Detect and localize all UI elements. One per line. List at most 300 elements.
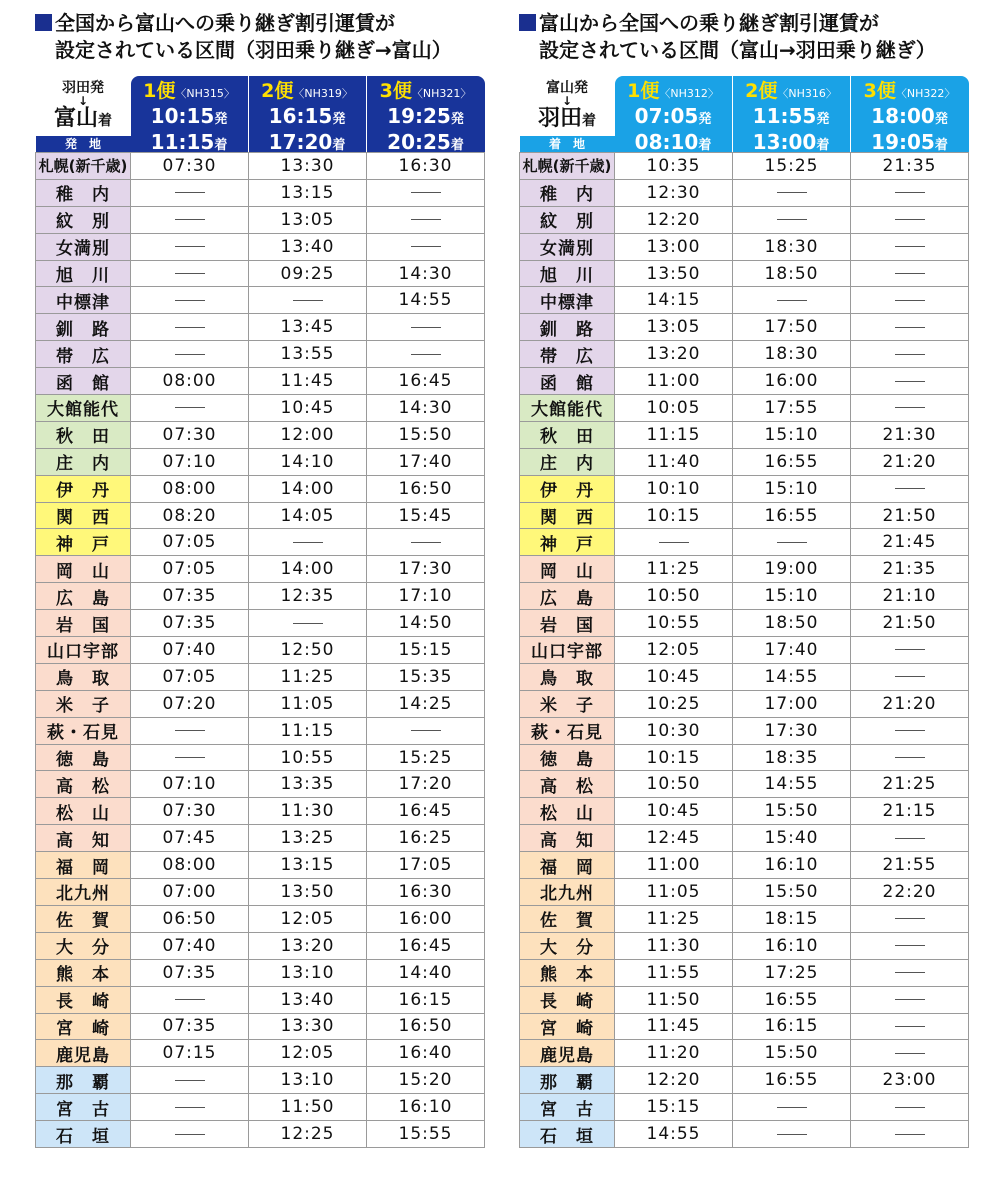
no-connection-cell bbox=[733, 529, 851, 556]
station-name: 釧 路 bbox=[520, 314, 615, 341]
table-row bbox=[520, 502, 969, 529]
no-connection-cell bbox=[851, 932, 969, 959]
table-row bbox=[36, 771, 485, 798]
time-cell: 06:50 bbox=[131, 905, 249, 932]
table-row bbox=[36, 179, 485, 206]
left-flight-2-header: 2便〈NH319〉 16:15発 17:20着 bbox=[249, 76, 367, 153]
station-name: 神 戸 bbox=[36, 529, 131, 556]
time-cell: 10:55 bbox=[615, 610, 733, 637]
time-cell: 13:55 bbox=[249, 341, 367, 368]
station-name: 稚 内 bbox=[520, 179, 615, 206]
station-name: 大 分 bbox=[36, 932, 131, 959]
dash-icon bbox=[411, 327, 441, 328]
table-row bbox=[520, 368, 969, 395]
dash-icon bbox=[175, 327, 205, 328]
time-cell: 09:25 bbox=[249, 260, 367, 287]
station-name: 帯 広 bbox=[520, 341, 615, 368]
dash-icon bbox=[175, 219, 205, 220]
table-row bbox=[520, 959, 969, 986]
time-cell: 15:10 bbox=[733, 421, 851, 448]
time-cell: 13:00 bbox=[615, 233, 733, 260]
table-row bbox=[36, 959, 485, 986]
time-cell: 17:50 bbox=[733, 314, 851, 341]
time-cell: 11:20 bbox=[615, 1040, 733, 1067]
time-cell: 11:25 bbox=[615, 905, 733, 932]
time-cell: 15:45 bbox=[367, 502, 485, 529]
time-cell: 14:55 bbox=[367, 287, 485, 314]
time-cell: 16:00 bbox=[367, 905, 485, 932]
no-connection-cell bbox=[851, 1121, 969, 1148]
time-cell: 13:15 bbox=[249, 179, 367, 206]
station-name: 女満別 bbox=[36, 233, 131, 260]
station-name: 札幌(新千歳) bbox=[36, 153, 131, 180]
time-cell: 16:15 bbox=[367, 986, 485, 1013]
dash-icon bbox=[895, 676, 925, 677]
table-row bbox=[520, 610, 969, 637]
time-cell: 07:20 bbox=[131, 690, 249, 717]
dash-icon bbox=[293, 623, 323, 624]
time-cell: 10:25 bbox=[615, 690, 733, 717]
table-row bbox=[520, 260, 969, 287]
station-name: 中標津 bbox=[520, 287, 615, 314]
station-name: 帯 広 bbox=[36, 341, 131, 368]
table-row bbox=[36, 1040, 485, 1067]
time-cell: 13:20 bbox=[249, 932, 367, 959]
time-cell: 12:05 bbox=[249, 905, 367, 932]
time-cell: 07:30 bbox=[131, 153, 249, 180]
time-cell: 16:25 bbox=[367, 825, 485, 852]
station-name: 伊 丹 bbox=[36, 475, 131, 502]
time-cell: 12:45 bbox=[615, 825, 733, 852]
station-name: 中標津 bbox=[36, 287, 131, 314]
time-cell: 15:50 bbox=[733, 1040, 851, 1067]
station-name: 萩・石見 bbox=[520, 717, 615, 744]
time-cell: 15:50 bbox=[367, 421, 485, 448]
no-connection-cell bbox=[851, 179, 969, 206]
time-cell: 11:15 bbox=[249, 717, 367, 744]
dash-icon bbox=[895, 300, 925, 301]
station-name: 関 西 bbox=[36, 502, 131, 529]
table-row bbox=[36, 529, 485, 556]
time-cell: 17:00 bbox=[733, 690, 851, 717]
no-connection-cell bbox=[131, 1094, 249, 1121]
station-name: 石 垣 bbox=[36, 1121, 131, 1148]
time-cell: 11:45 bbox=[249, 368, 367, 395]
station-name: 広 島 bbox=[36, 583, 131, 610]
dash-icon bbox=[659, 542, 689, 543]
station-name: 北九州 bbox=[36, 879, 131, 906]
time-cell: 10:15 bbox=[615, 744, 733, 771]
table-row bbox=[36, 153, 485, 180]
destination-band: 着 地 bbox=[520, 136, 615, 152]
table-row bbox=[520, 986, 969, 1013]
dash-icon bbox=[895, 354, 925, 355]
table-row bbox=[36, 395, 485, 422]
station-name: 神 戸 bbox=[520, 529, 615, 556]
no-connection-cell bbox=[367, 717, 485, 744]
dash-icon bbox=[895, 999, 925, 1000]
time-cell: 15:10 bbox=[733, 475, 851, 502]
time-cell: 16:30 bbox=[367, 879, 485, 906]
dash-icon bbox=[777, 542, 807, 543]
time-cell: 21:30 bbox=[851, 421, 969, 448]
dash-icon bbox=[411, 192, 441, 193]
time-cell: 16:10 bbox=[733, 932, 851, 959]
no-connection-cell bbox=[131, 986, 249, 1013]
dash-icon bbox=[175, 192, 205, 193]
time-cell: 15:15 bbox=[615, 1094, 733, 1121]
dash-icon bbox=[777, 192, 807, 193]
table-row bbox=[520, 932, 969, 959]
time-cell: 15:40 bbox=[733, 825, 851, 852]
table-row bbox=[36, 341, 485, 368]
no-connection-cell bbox=[851, 206, 969, 233]
dash-icon bbox=[895, 246, 925, 247]
table-row bbox=[520, 421, 969, 448]
table-row bbox=[36, 1121, 485, 1148]
time-cell: 18:15 bbox=[733, 905, 851, 932]
station-name: 米 子 bbox=[520, 690, 615, 717]
dash-icon bbox=[895, 1026, 925, 1027]
table-row bbox=[520, 206, 969, 233]
time-cell: 12:20 bbox=[615, 206, 733, 233]
dash-icon bbox=[895, 1107, 925, 1108]
time-cell: 15:35 bbox=[367, 663, 485, 690]
no-connection-cell bbox=[249, 610, 367, 637]
time-cell: 08:00 bbox=[131, 368, 249, 395]
table-row bbox=[520, 663, 969, 690]
table-row bbox=[520, 771, 969, 798]
station-name: 佐 賀 bbox=[520, 905, 615, 932]
no-connection-cell bbox=[249, 529, 367, 556]
square-bullet-icon bbox=[35, 14, 52, 31]
time-cell: 17:30 bbox=[367, 556, 485, 583]
time-cell: 07:35 bbox=[131, 959, 249, 986]
time-cell: 13:30 bbox=[249, 1013, 367, 1040]
left-flight-1-header: 1便〈NH315〉 10:15発 11:15着 bbox=[131, 76, 249, 153]
time-cell: 14:05 bbox=[249, 502, 367, 529]
time-cell: 10:10 bbox=[615, 475, 733, 502]
no-connection-cell bbox=[851, 959, 969, 986]
station-name: 秋 田 bbox=[520, 421, 615, 448]
time-cell: 16:50 bbox=[367, 1013, 485, 1040]
table-row bbox=[520, 690, 969, 717]
time-cell: 10:05 bbox=[615, 395, 733, 422]
table-row bbox=[36, 314, 485, 341]
station-name: 庄 内 bbox=[520, 448, 615, 475]
time-cell: 14:00 bbox=[249, 556, 367, 583]
table-row bbox=[36, 1094, 485, 1121]
no-connection-cell bbox=[131, 744, 249, 771]
time-cell: 16:55 bbox=[733, 986, 851, 1013]
table-row bbox=[36, 1013, 485, 1040]
dash-icon bbox=[175, 1107, 205, 1108]
no-connection-cell bbox=[733, 1121, 851, 1148]
time-cell: 10:45 bbox=[615, 798, 733, 825]
dash-icon bbox=[895, 192, 925, 193]
table-row bbox=[36, 260, 485, 287]
time-cell: 07:15 bbox=[131, 1040, 249, 1067]
table-row bbox=[36, 905, 485, 932]
station-name: 鳥 取 bbox=[36, 663, 131, 690]
table-row bbox=[36, 879, 485, 906]
right-corner-header: 富山発 ↓ 羽田着 着 地 bbox=[520, 76, 615, 152]
time-cell: 12:30 bbox=[615, 179, 733, 206]
table-row bbox=[36, 502, 485, 529]
dash-icon bbox=[895, 838, 925, 839]
no-connection-cell bbox=[851, 1094, 969, 1121]
station-name: 庄 内 bbox=[36, 448, 131, 475]
time-cell: 23:00 bbox=[851, 1067, 969, 1094]
left-timetable bbox=[35, 76, 485, 1148]
dash-icon bbox=[895, 488, 925, 489]
time-cell: 10:45 bbox=[249, 395, 367, 422]
station-name: 長 崎 bbox=[36, 986, 131, 1013]
station-name: 旭 川 bbox=[36, 260, 131, 287]
no-connection-cell bbox=[615, 529, 733, 556]
table-row bbox=[36, 637, 485, 664]
time-cell: 10:50 bbox=[615, 583, 733, 610]
station-name: 高 知 bbox=[520, 825, 615, 852]
table-row bbox=[520, 341, 969, 368]
table-row bbox=[520, 475, 969, 502]
station-name: 岩 国 bbox=[520, 610, 615, 637]
no-connection-cell bbox=[131, 314, 249, 341]
time-cell: 16:45 bbox=[367, 798, 485, 825]
no-connection-cell bbox=[131, 717, 249, 744]
no-connection-cell bbox=[367, 341, 485, 368]
dash-icon bbox=[411, 354, 441, 355]
left-panel bbox=[35, 0, 485, 1148]
time-cell: 12:00 bbox=[249, 421, 367, 448]
time-cell: 11:50 bbox=[615, 986, 733, 1013]
time-cell: 11:55 bbox=[615, 959, 733, 986]
time-cell: 16:45 bbox=[367, 932, 485, 959]
table-row bbox=[36, 717, 485, 744]
time-cell: 16:55 bbox=[733, 502, 851, 529]
dash-icon bbox=[411, 246, 441, 247]
time-cell: 15:50 bbox=[733, 879, 851, 906]
station-name: 旭 川 bbox=[520, 260, 615, 287]
time-cell: 14:55 bbox=[733, 663, 851, 690]
time-cell: 14:55 bbox=[733, 771, 851, 798]
down-arrow-icon: ↓ bbox=[561, 94, 573, 108]
time-cell: 11:45 bbox=[615, 1013, 733, 1040]
time-cell: 17:20 bbox=[367, 771, 485, 798]
no-connection-cell bbox=[851, 1040, 969, 1067]
time-cell: 12:05 bbox=[615, 637, 733, 664]
dash-icon bbox=[175, 300, 205, 301]
table-row bbox=[520, 448, 969, 475]
table-row bbox=[520, 287, 969, 314]
time-cell: 11:25 bbox=[615, 556, 733, 583]
dash-icon bbox=[895, 730, 925, 731]
table-row bbox=[520, 529, 969, 556]
time-cell: 16:10 bbox=[733, 852, 851, 879]
station-name: 稚 内 bbox=[36, 179, 131, 206]
station-name: 大館能代 bbox=[36, 395, 131, 422]
dash-icon bbox=[895, 972, 925, 973]
table-row bbox=[520, 1094, 969, 1121]
time-cell: 13:35 bbox=[249, 771, 367, 798]
table-row bbox=[36, 233, 485, 260]
station-name: 宮 古 bbox=[36, 1094, 131, 1121]
time-cell: 13:40 bbox=[249, 986, 367, 1013]
station-name: 鳥 取 bbox=[520, 663, 615, 690]
dash-icon bbox=[175, 407, 205, 408]
time-cell: 11:50 bbox=[249, 1094, 367, 1121]
dash-icon bbox=[175, 354, 205, 355]
no-connection-cell bbox=[851, 637, 969, 664]
no-connection-cell bbox=[851, 744, 969, 771]
square-bullet-icon bbox=[519, 14, 536, 31]
table-row bbox=[520, 179, 969, 206]
table-row bbox=[520, 314, 969, 341]
station-name: 長 崎 bbox=[520, 986, 615, 1013]
dash-icon bbox=[175, 246, 205, 247]
time-cell: 17:05 bbox=[367, 852, 485, 879]
station-name: 佐 賀 bbox=[36, 905, 131, 932]
station-name: 大館能代 bbox=[520, 395, 615, 422]
time-cell: 08:00 bbox=[131, 475, 249, 502]
no-connection-cell bbox=[733, 179, 851, 206]
station-name: 米 子 bbox=[36, 690, 131, 717]
table-row bbox=[520, 233, 969, 260]
time-cell: 11:30 bbox=[249, 798, 367, 825]
station-name: 岩 国 bbox=[36, 610, 131, 637]
right-panel bbox=[519, 0, 969, 1148]
time-cell: 14:30 bbox=[367, 395, 485, 422]
station-name: 那 覇 bbox=[36, 1067, 131, 1094]
table-row bbox=[520, 556, 969, 583]
dash-icon bbox=[895, 918, 925, 919]
station-name: 高 知 bbox=[36, 825, 131, 852]
time-cell: 17:10 bbox=[367, 583, 485, 610]
station-name: 徳 島 bbox=[520, 744, 615, 771]
station-name: 徳 島 bbox=[36, 744, 131, 771]
time-cell: 07:05 bbox=[131, 556, 249, 583]
table-row bbox=[520, 717, 969, 744]
time-cell: 16:45 bbox=[367, 368, 485, 395]
station-name: 福 岡 bbox=[520, 852, 615, 879]
no-connection-cell bbox=[851, 717, 969, 744]
time-cell: 07:05 bbox=[131, 663, 249, 690]
time-cell: 13:30 bbox=[249, 153, 367, 180]
time-cell: 07:00 bbox=[131, 879, 249, 906]
station-name: 紋 別 bbox=[36, 206, 131, 233]
no-connection-cell bbox=[851, 475, 969, 502]
no-connection-cell bbox=[131, 341, 249, 368]
table-row bbox=[520, 1121, 969, 1148]
no-connection-cell bbox=[367, 314, 485, 341]
time-cell: 11:25 bbox=[249, 663, 367, 690]
time-cell: 21:55 bbox=[851, 852, 969, 879]
time-cell: 21:50 bbox=[851, 610, 969, 637]
dash-icon bbox=[895, 1053, 925, 1054]
time-cell: 07:30 bbox=[131, 421, 249, 448]
dash-icon bbox=[895, 327, 925, 328]
no-connection-cell bbox=[131, 233, 249, 260]
down-arrow-icon: ↓ bbox=[77, 94, 89, 108]
station-name: 松 山 bbox=[36, 798, 131, 825]
no-connection-cell bbox=[851, 287, 969, 314]
dash-icon bbox=[895, 757, 925, 758]
time-cell: 16:50 bbox=[367, 475, 485, 502]
time-cell: 15:50 bbox=[733, 798, 851, 825]
table-row bbox=[36, 690, 485, 717]
no-connection-cell bbox=[851, 395, 969, 422]
table-row bbox=[36, 421, 485, 448]
table-row bbox=[36, 287, 485, 314]
time-cell: 12:05 bbox=[249, 1040, 367, 1067]
table-row bbox=[520, 825, 969, 852]
no-connection-cell bbox=[131, 260, 249, 287]
time-cell: 15:15 bbox=[367, 637, 485, 664]
no-connection-cell bbox=[733, 1094, 851, 1121]
left-corner-header: 羽田発 ↓ 富山着 発 地 bbox=[36, 76, 131, 152]
time-cell: 08:20 bbox=[131, 502, 249, 529]
station-name: 那 覇 bbox=[520, 1067, 615, 1094]
time-cell: 17:30 bbox=[733, 717, 851, 744]
time-cell: 21:10 bbox=[851, 583, 969, 610]
time-cell: 21:35 bbox=[851, 153, 969, 180]
station-name: 熊 本 bbox=[36, 959, 131, 986]
dash-icon bbox=[895, 945, 925, 946]
no-connection-cell bbox=[851, 314, 969, 341]
right-timetable bbox=[519, 76, 969, 1148]
no-connection-cell bbox=[131, 1121, 249, 1148]
station-name: 福 岡 bbox=[36, 852, 131, 879]
time-cell: 15:20 bbox=[367, 1067, 485, 1094]
table-row bbox=[520, 583, 969, 610]
time-cell: 13:05 bbox=[615, 314, 733, 341]
table-row bbox=[520, 395, 969, 422]
right-flight-3-header: 3便〈NH322〉 18:00発 19:05着 bbox=[851, 76, 969, 153]
table-row bbox=[36, 1067, 485, 1094]
station-name: 女満別 bbox=[520, 233, 615, 260]
table-row bbox=[520, 1013, 969, 1040]
dash-icon bbox=[175, 1134, 205, 1135]
dash-icon bbox=[895, 649, 925, 650]
table-row bbox=[520, 1067, 969, 1094]
time-cell: 18:30 bbox=[733, 233, 851, 260]
time-cell: 10:15 bbox=[615, 502, 733, 529]
time-cell: 13:50 bbox=[615, 260, 733, 287]
station-name: 岡 山 bbox=[520, 556, 615, 583]
no-connection-cell bbox=[131, 1067, 249, 1094]
no-connection-cell bbox=[733, 206, 851, 233]
right-title: 富山から全国への乗り継ぎ割引運賃が 設定されている区間（富山→羽田乗り継ぎ） bbox=[519, 0, 969, 76]
time-cell: 15:25 bbox=[367, 744, 485, 771]
station-name: 札幌(新千歳) bbox=[520, 153, 615, 180]
station-name: 熊 本 bbox=[520, 959, 615, 986]
no-connection-cell bbox=[367, 233, 485, 260]
time-cell: 16:10 bbox=[367, 1094, 485, 1121]
no-connection-cell bbox=[851, 233, 969, 260]
time-cell: 15:10 bbox=[733, 583, 851, 610]
right-table-body bbox=[520, 153, 969, 1148]
time-cell: 21:25 bbox=[851, 771, 969, 798]
time-cell: 22:20 bbox=[851, 879, 969, 906]
time-cell: 11:30 bbox=[615, 932, 733, 959]
table-row bbox=[36, 932, 485, 959]
dash-icon bbox=[411, 730, 441, 731]
table-row bbox=[36, 448, 485, 475]
dash-icon bbox=[895, 381, 925, 382]
right-flight-2-header: 2便〈NH316〉 11:55発 13:00着 bbox=[733, 76, 851, 153]
table-row bbox=[36, 610, 485, 637]
time-cell: 07:30 bbox=[131, 798, 249, 825]
